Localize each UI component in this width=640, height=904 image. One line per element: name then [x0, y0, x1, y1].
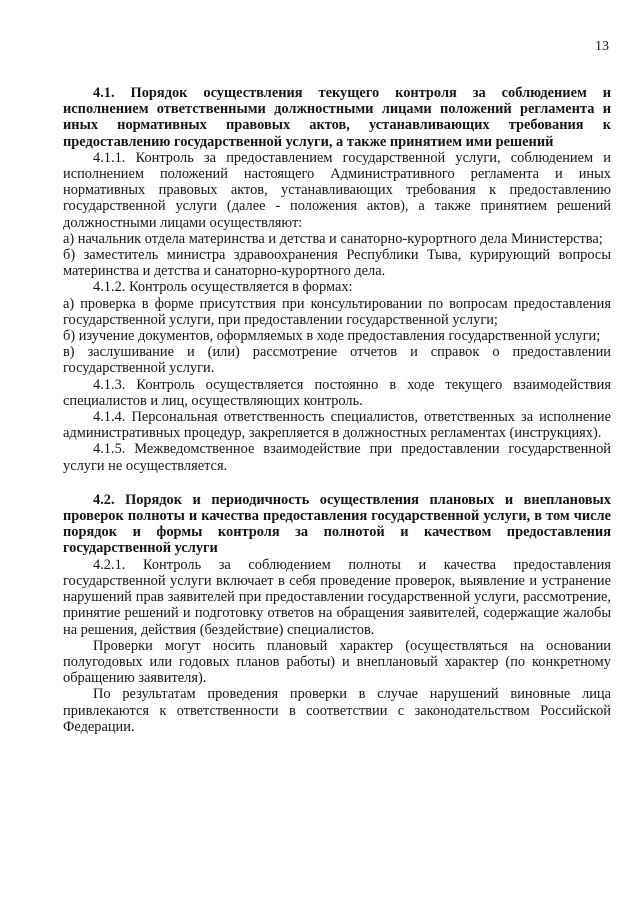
paragraph-4-1-3: 4.1.3. Контроль осуществляется постоянно в ходе текущего взаимодействия специалистов и лиц, осуществляющих контроль.: [63, 376, 611, 409]
paragraph-check-results: По результатам проведения проверки в случае нарушений виновные лица привлекаются к ответственности в соответствии с законодательством Российской Федерации.: [63, 686, 611, 735]
paragraph-check-types: Проверки могут носить плановый характер (осуществляться на основании полугодовых или годовых планов работы) и внеплановый характер (по конкретному обращению заявителя).: [63, 637, 611, 687]
paragraph-4-1-2: 4.1.2. Контроль осуществляется в формах:: [93, 279, 353, 296]
paragraph-4-1-4: 4.1.4. Персональная ответственность специалистов, ответственных за исполнение административных процедур, закрепляется в должностных регламентах (инструкциях).: [63, 409, 611, 442]
list-item-b-deputy-minister: б) заместитель министра здравоохранения Республики Тыва, курирующий вопросы материнства и детства и санаторно-курортного дела.: [63, 247, 611, 280]
list-item-a-presence-check: а) проверка в форме присутствия при консультировании по вопросам предоставления государственной услуги, при предоставлении государственной услуги;: [63, 295, 611, 328]
paragraph-4-2-1: 4.2.1. Контроль за соблюдением полноты и качества предоставления государственной услуги включает в себя проведение проверок, выявление и устранение нарушений прав заявителей при предоставлении государственной услуги, рассмотрение, принятие решений и подготовку ответов на обращения заявителей, содержащие жалобы на решения, действия (бездействие) специалистов.: [63, 556, 611, 638]
section-4-2-heading: 4.2. Порядок и периодичность осуществления плановых и внеплановых проверок полноты и качества предоставления государственной услуги, в том числе порядок и формы контроля за полнотой и качеством предоставления государственной услуги: [63, 491, 611, 557]
list-item-b-document-review: б) изучение документов, оформляемых в ходе предоставления государственной услуги;: [63, 328, 601, 345]
section-4-1-heading: 4.1. Порядок осуществления текущего контроля за соблюдением и исполнением ответственными должностными лицами положений регламента и иных нормативных правовых актов, устанавливающих требования к предоставлению государственной услуги, а также принятием ими решений: [63, 85, 611, 150]
page-content: [63, 85, 611, 735]
list-item-c-reports-review: в) заслушивание и (или) рассмотрение отчетов и справок о предоставлении государственной услуги.: [63, 344, 611, 377]
page-number: 13: [595, 39, 609, 54]
paragraph-4-1-1: 4.1.1. Контроль за предоставлением государственной услуги, соблюдением и исполнением положений настоящего Административного регламента и иных нормативных правовых актов, устанавливающих требования к предоставлению государственной услуги (далее - положения актов), а также принятием решений должностными лицами осуществляют:: [63, 149, 611, 231]
list-item-a-head-of-department: а) начальник отдела материнства и детства и санаторно-курортного дела Министерства;: [63, 230, 603, 247]
paragraph-4-1-5: 4.1.5. Межведомственное взаимодействие при предоставлении государственной услуги не осуществляется.: [63, 441, 611, 474]
